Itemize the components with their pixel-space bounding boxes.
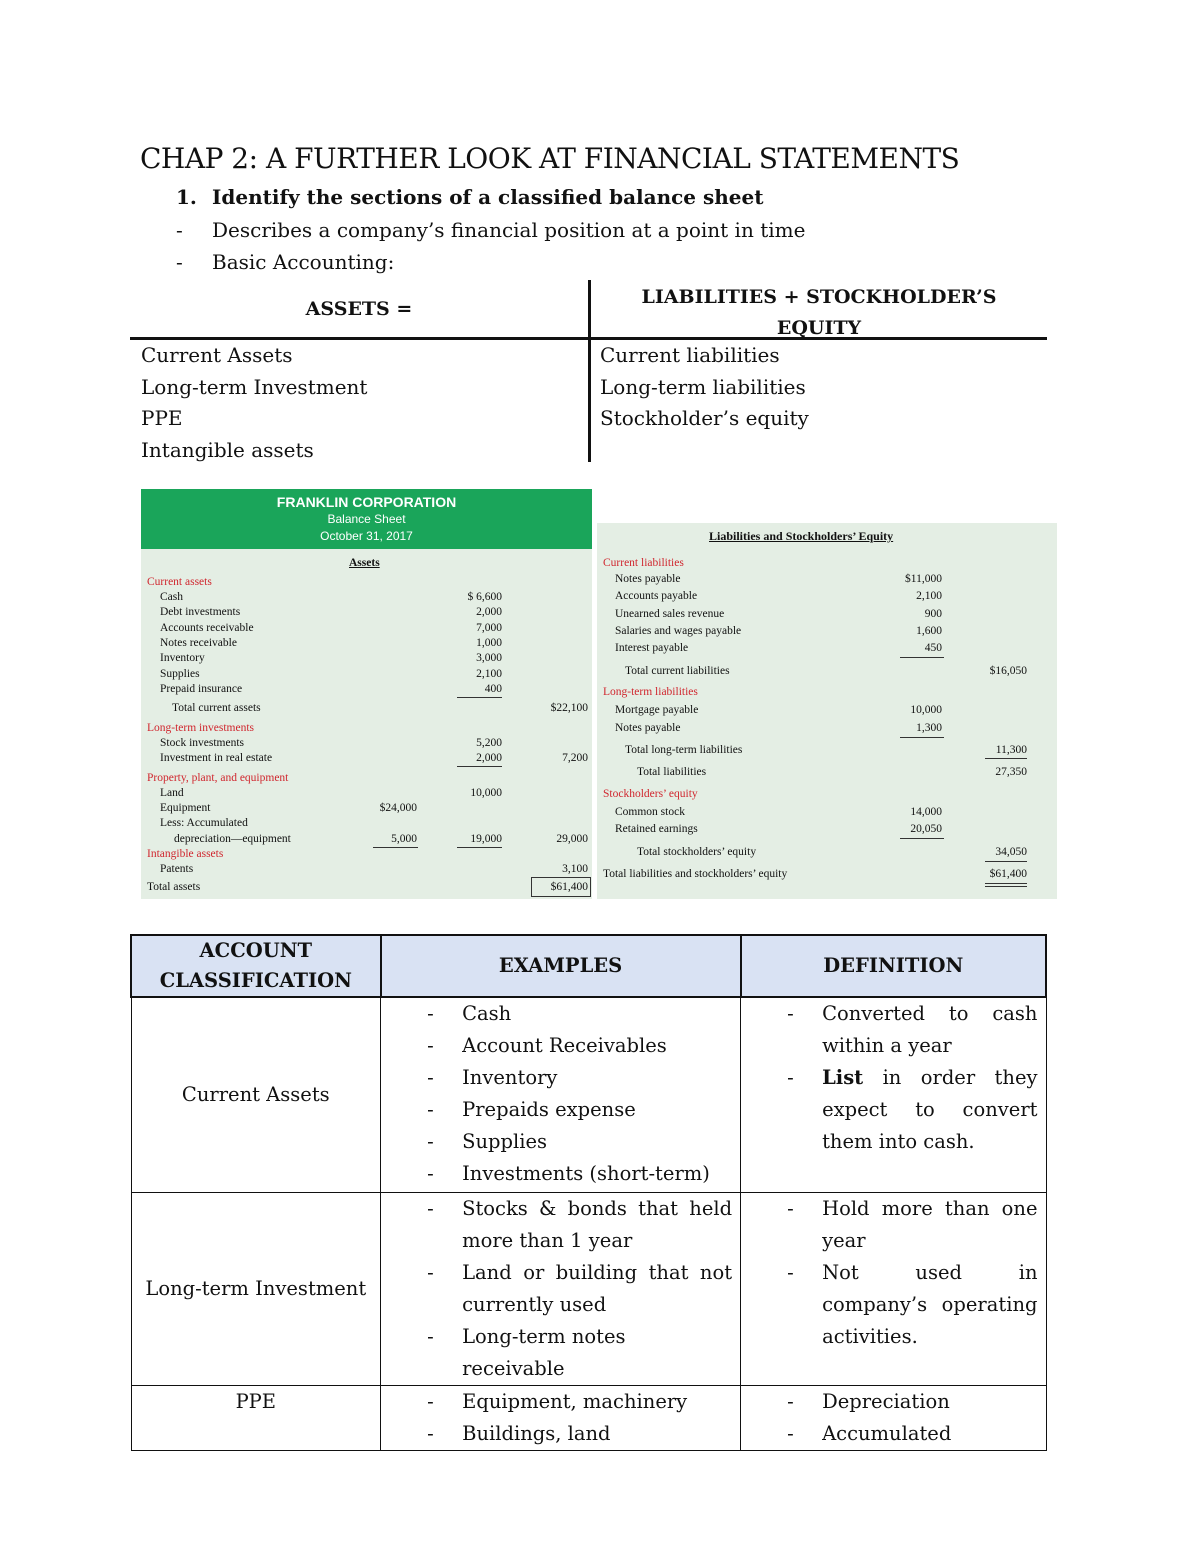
bullet-dash: -: [787, 1260, 794, 1284]
list-item-text: Inventory: [462, 1066, 558, 1089]
bullet-dash: -: [427, 1260, 434, 1284]
list-item: [741, 1386, 1045, 1418]
list-item-text: Depreciation: [822, 1389, 950, 1413]
table-row: [131, 997, 1046, 1192]
subtotal-amount: 7,200: [562, 752, 588, 764]
line-item-label: Debt investments: [160, 606, 241, 618]
bullet-dash: -: [176, 250, 183, 274]
section-label: Long-term liabilities: [603, 686, 698, 698]
line-item-label: Accounts payable: [615, 590, 698, 602]
table-row: [131, 1385, 1046, 1450]
list-item: [741, 998, 1045, 1062]
header-classification-line2: CLASSIFICATION: [159, 969, 352, 992]
table-header-row: [131, 935, 1046, 997]
list-item-text: Investments (short-term): [462, 1162, 710, 1185]
list-item-text: Hold more than one year: [822, 1196, 1038, 1252]
double-underline: [985, 886, 1027, 887]
line-item-amount: 2,000: [476, 606, 502, 618]
line-item-amount: 2,000: [476, 752, 502, 764]
total-label: Total current liabilities: [625, 665, 730, 677]
underline: [900, 737, 944, 738]
line-item-label: Unearned sales revenue: [615, 608, 725, 620]
line-item-label: Notes payable: [615, 573, 681, 585]
list-item: [741, 1193, 1045, 1257]
list-item-text: Cash: [462, 1002, 512, 1025]
total-label: Total stockholders’ equity: [637, 846, 757, 858]
liabilities-header-line2: EQUITY: [776, 317, 862, 339]
list-item-text: Long-term notes receivable: [462, 1324, 626, 1380]
total-label: Total long-term liabilities: [625, 744, 743, 756]
line-item-label: Interest payable: [615, 642, 689, 654]
header-definition: DEFINITION: [741, 935, 1046, 997]
line-item-amount: $24,000: [379, 802, 417, 814]
classification-cell: Long-term Investment: [131, 1192, 381, 1385]
list-item-text: in order they expect to convert them into cash.: [822, 1066, 1038, 1153]
list-item: [381, 1386, 740, 1418]
underline: [985, 758, 1027, 759]
list-item-text: Equipment, machinery: [462, 1389, 688, 1413]
line-item-label: Equipment: [160, 802, 211, 814]
section-heading-text: Identify the sections of a classified balance sheet: [212, 185, 764, 209]
statement-date: October 31, 2017: [320, 529, 413, 543]
bullet-dash: -: [176, 218, 183, 242]
list-item: [381, 998, 740, 1030]
line-item-label: Prepaid insurance: [160, 683, 243, 695]
list-item: [381, 1158, 740, 1190]
total-amount: $61,400: [550, 881, 588, 893]
underline: [457, 847, 502, 848]
bullet-dash: -: [427, 1002, 434, 1025]
total-label: Total current assets: [172, 702, 261, 714]
assets-heading: Assets: [349, 557, 380, 569]
list-item-text: Accumulated: [822, 1421, 952, 1445]
bullet-dash: -: [427, 1421, 434, 1445]
line-item-amount: 10,000: [470, 787, 502, 799]
line-item-amount: 450: [924, 642, 942, 654]
bullet-dash: -: [427, 1162, 434, 1185]
company-name: FRANKLIN CORPORATION: [276, 494, 457, 510]
bullet-text: Describes a company’s financial position at a point in time: [212, 218, 806, 242]
assets-item: Long-term Investment: [141, 374, 368, 399]
list-item: [381, 1257, 740, 1321]
liabilities-list: [600, 340, 809, 435]
classification-table: [130, 934, 1047, 1451]
assets-item: Current Assets: [141, 343, 293, 367]
list-item: [381, 1094, 740, 1126]
line-item-amount: 10,000: [910, 704, 942, 716]
t-account: [130, 280, 1047, 462]
list-item: [741, 1418, 1045, 1450]
list-item: [381, 1126, 740, 1158]
total-amount: 34,050: [995, 846, 1027, 858]
line-item-label: Stock investments: [160, 737, 245, 749]
section-label: Current assets: [147, 576, 212, 588]
assets-header: ASSETS =: [305, 298, 413, 320]
total-label: Total liabilities and stockholders’ equity: [603, 868, 788, 880]
line-item-amount: 3,000: [476, 652, 502, 664]
line-item-amount: 14,000: [910, 806, 942, 818]
statement-name: Balance Sheet: [327, 512, 406, 526]
total-label: Total liabilities: [637, 766, 707, 778]
assets-item: Intangible assets: [141, 437, 314, 462]
total-amount: $16,050: [989, 665, 1027, 677]
list-item-text: Not used in company’s operating activities.: [822, 1260, 1038, 1348]
line-item-amount: 20,050: [910, 823, 942, 835]
list-item: [741, 1062, 1045, 1158]
line-item-label: Land: [160, 787, 184, 799]
line-item-amount: $11,000: [905, 573, 942, 585]
underline: [457, 697, 502, 698]
underline: [457, 766, 502, 767]
line-item-label: Common stock: [615, 806, 685, 818]
list-item-text: Converted to cash within a year: [822, 1002, 1038, 1057]
list-item-bold-text: List: [822, 1066, 864, 1089]
list-item-text: Land or building that not currently used: [462, 1260, 733, 1316]
header-classification-line1: ACCOUNT: [199, 939, 313, 962]
line-item-amount: 2,100: [476, 668, 502, 680]
line-item-amount: 1,000: [476, 637, 502, 649]
list-item: [381, 1193, 740, 1257]
bullet-dash: -: [427, 1389, 434, 1413]
line-item-amount: 2,100: [916, 590, 942, 602]
bullet-dash: -: [787, 1196, 794, 1220]
classification-cell: Current Assets: [131, 997, 381, 1192]
list-item: [381, 1321, 740, 1385]
line-item-label: Less: Accumulated: [160, 817, 248, 829]
table-row: [131, 1192, 1046, 1385]
total-amount: 11,300: [995, 744, 1027, 756]
line-item-amount: 19,000: [470, 833, 502, 845]
classification-cell: PPE: [131, 1385, 381, 1450]
liabilities-header-line1: LIABILITIES + STOCKHOLDER’S: [641, 286, 997, 308]
liabilities-item: Current liabilities: [600, 343, 780, 367]
subtotal-amount: 29,000: [556, 833, 588, 845]
line-item-label: Retained earnings: [615, 823, 698, 835]
line-item-amount: $ 6,600: [467, 591, 502, 603]
line-item-label: Mortgage payable: [615, 704, 699, 716]
bullet-dash: -: [427, 1034, 434, 1057]
definition-cell: [741, 1385, 1046, 1450]
line-item-amount: 1,600: [916, 625, 942, 637]
liabilities-equity-header: [591, 282, 1047, 344]
list-item: [381, 1418, 740, 1450]
line-item-amount: 3,100: [562, 863, 588, 875]
list-item: [741, 1257, 1045, 1353]
examples-cell: [381, 997, 741, 1192]
examples-cell: [381, 1385, 741, 1450]
liabilities-heading: Liabilities and Stockholders’ Equity: [709, 529, 894, 543]
total-amount: $61,400: [989, 868, 1027, 880]
section-label: Intangible assets: [147, 848, 224, 860]
list-item-text: Prepaids expense: [462, 1098, 636, 1121]
line-item-label: Patents: [160, 863, 194, 875]
underline: [900, 657, 944, 658]
line-item-label: Supplies: [160, 668, 200, 680]
underline: [985, 861, 1027, 862]
line-item-label: Salaries and wages payable: [615, 625, 742, 637]
bullet-dash: -: [787, 1066, 794, 1089]
page-title: CHAP 2: A FURTHER LOOK AT FINANCIAL STATEMENTS: [140, 142, 960, 175]
line-item-label: Inventory: [160, 652, 205, 664]
bullet-dash: -: [787, 1389, 794, 1413]
header-classification: [131, 935, 381, 997]
line-item-amount: 7,000: [476, 622, 502, 634]
balance-sheet-assets: [141, 489, 592, 899]
section-label: Stockholders’ equity: [603, 788, 698, 800]
line-item-label: Notes payable: [615, 722, 681, 734]
line-item-amount: 5,200: [476, 737, 502, 749]
line-item-label: Notes receivable: [160, 637, 237, 649]
line-item-label: Accounts receivable: [160, 622, 254, 634]
definition-cell: [741, 997, 1046, 1192]
bullet-dash: -: [787, 1421, 794, 1445]
total-label: Total assets: [147, 881, 201, 893]
line-item-amount: 900: [924, 608, 942, 620]
bullet-dash: -: [427, 1098, 434, 1121]
line-item-label: Cash: [160, 591, 183, 603]
section-label: Property, plant, and equipment: [147, 772, 289, 784]
total-amount: 27,350: [995, 766, 1027, 778]
balance-sheet-header: [141, 489, 592, 549]
list-item: [381, 1062, 740, 1094]
balance-sheet-liabilities: [597, 523, 1057, 899]
bullet-dash: -: [427, 1196, 434, 1220]
double-underline: [985, 883, 1027, 884]
line-item-label: depreciation—equipment: [174, 833, 291, 845]
section-label: Current liabilities: [603, 557, 684, 569]
total-amount: $22,100: [550, 702, 588, 714]
liabilities-item: Long-term liabilities: [600, 374, 806, 399]
list-item-text: Buildings, land: [462, 1421, 611, 1445]
underline: [900, 838, 944, 839]
assets-item: PPE: [141, 406, 183, 430]
list-item: [381, 1030, 740, 1062]
line-item-amount: 1,300: [916, 722, 942, 734]
examples-cell: [381, 1192, 741, 1385]
definition-cell: [741, 1192, 1046, 1385]
bullet-dash: -: [787, 1002, 794, 1025]
line-item-amount: 400: [484, 683, 502, 695]
section-number: 1.: [176, 185, 197, 209]
list-item-text: Stocks & bonds that held more than 1 year: [462, 1196, 733, 1252]
bullet-dash: -: [427, 1130, 434, 1153]
bullet-dash: -: [427, 1066, 434, 1089]
list-item-text: Account Receivables: [462, 1034, 667, 1057]
line-item-label: Investment in real estate: [160, 752, 273, 764]
bullet-text: Basic Accounting:: [212, 250, 395, 274]
underline: [373, 847, 418, 848]
liabilities-item: Stockholder’s equity: [600, 406, 809, 430]
list-item-text: Supplies: [462, 1130, 548, 1153]
section-label: Long-term investments: [147, 722, 254, 734]
header-examples: EXAMPLES: [381, 935, 741, 997]
assets-list: [141, 340, 367, 466]
bullet-dash: -: [427, 1324, 434, 1348]
line-item-amount: 5,000: [391, 833, 417, 845]
